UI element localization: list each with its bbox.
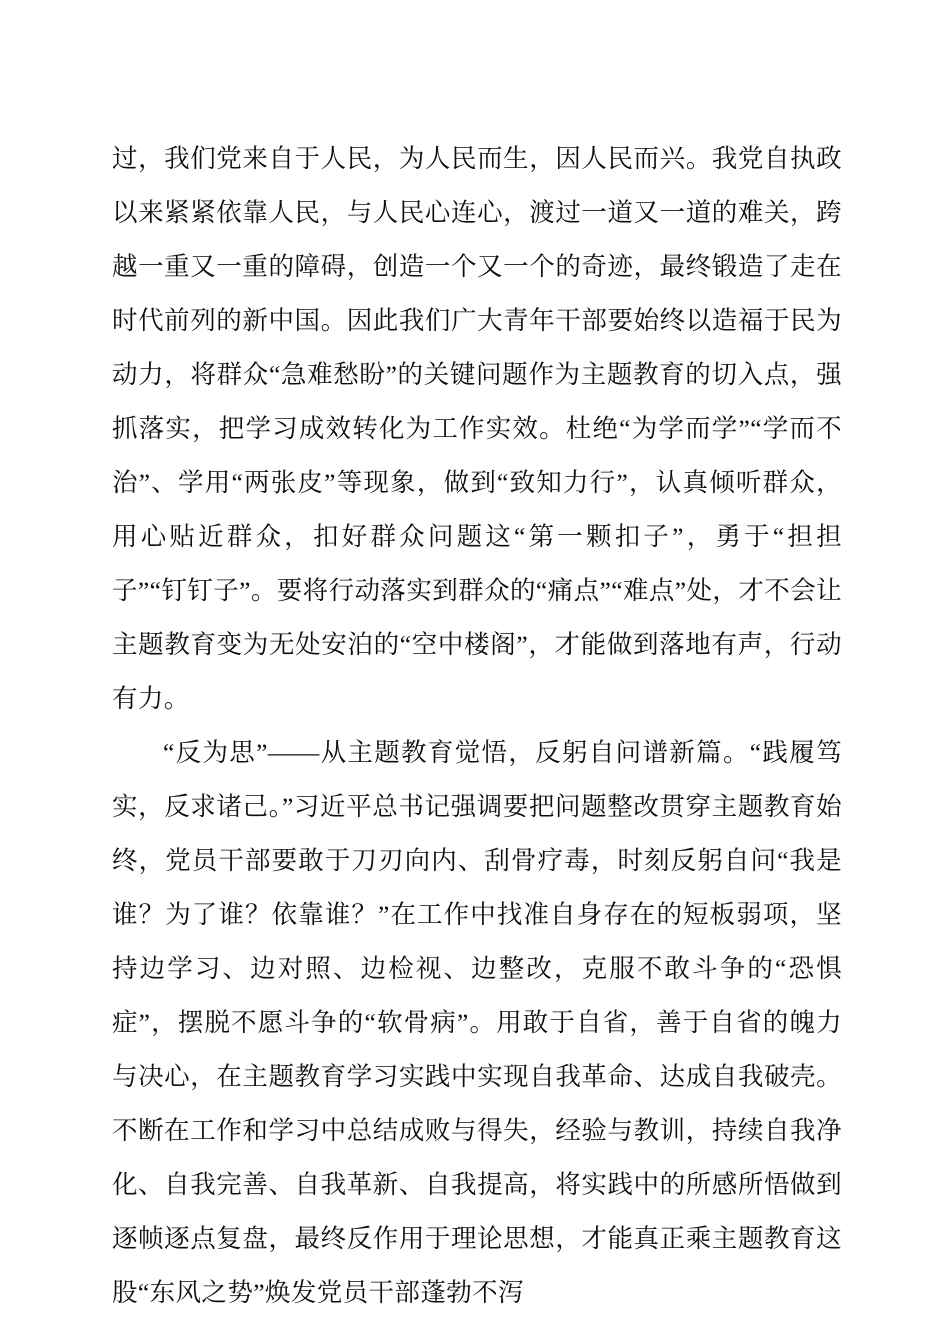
document-body [112,132,842,1320]
body-paragraph-1: 过，我们党来自于人民，为人民而生，因人民而兴。我党自执政以来紧紧依靠人民，与人民心连心，渡过一道又一道的难关，跨越一重又一重的障碍，创造一个又一个的奇迹，最终锻造了走在时代前列的新中国。因此我们广大青年干部要始终以造福于民为动力，将群众“急难愁盼”的关键问题作为主题教育的切入点，强抓落实，把学习成效转化为工作实效。杜绝“为学而学”“学而不治”、学用“两张皮”等现象，做到“致知力行”，认真倾听群众，用心贴近群众，扣好群众问题这“第一颗扣子”，勇于“担担子”“钉钉子”。要将行动落实到群众的“痛点”“难点”处，才不会让主题教育变为无处安泊的“空中楼阁”，才能做到落地有声，行动有力。 [112,144,842,713]
body-paragraph-2: “反为思”——从主题教育觉悟，反躬自问谱新篇。“践履笃实，反求诸己。”习近平总书记强调要把问题整改贯穿主题教育始终，党员干部要敢于刀刃向内、刮骨疗毒，时刻反躬自问“我是谁？为了谁？依靠谁？”在工作中找准自身存在的短板弱项，坚持边学习、边对照、边检视、边整改，克服不敢斗争的“恐惧症”，摆脱不愿斗争的“软骨病”。用敢于自省，善于自省的魄力与决心，在主题教育学习实践中实现自我革命、达成自我破壳。不断在工作和学习中总结成败与得失，经验与教训，持续自我净化、自我完善、自我革新、自我提高，将实践中的所感所悟做到逐帧逐点复盘，最终反作用于理论思想，才能真正乘主题教育这股“东风之势”焕发党员干部蓬勃不泻 [112,738,842,1307]
